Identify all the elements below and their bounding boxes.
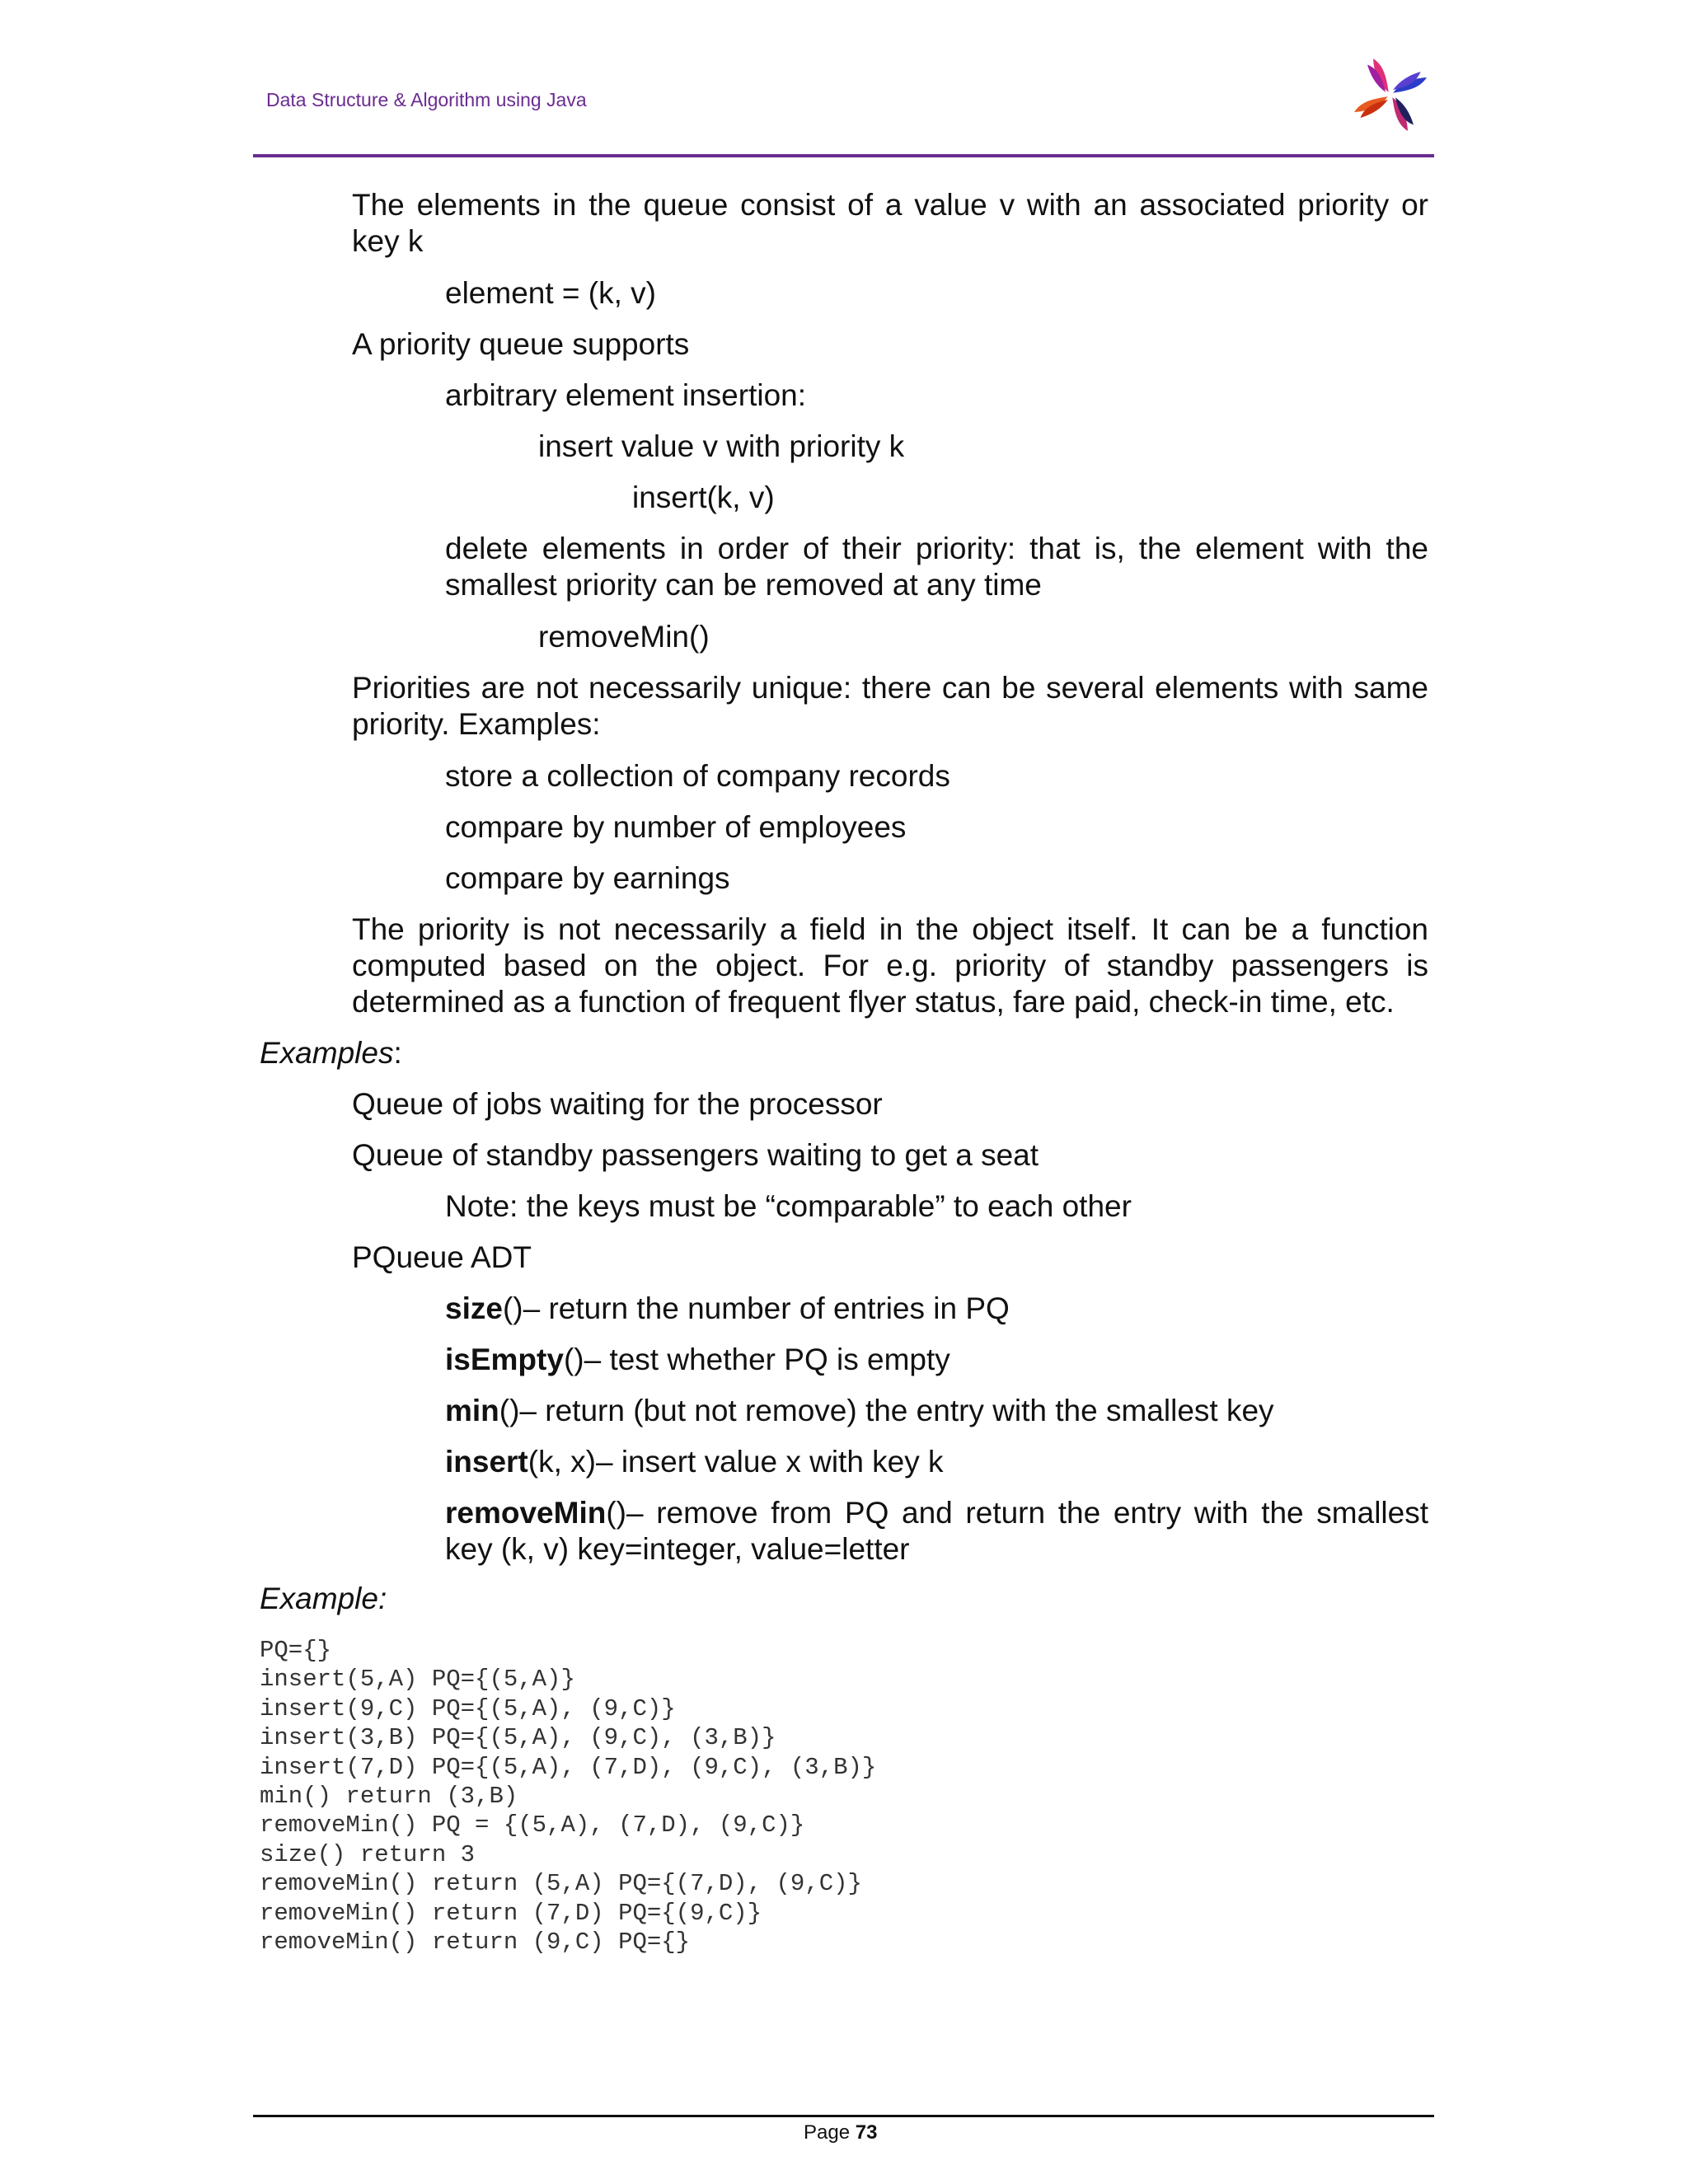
pinwheel-logo-icon — [1345, 54, 1436, 136]
example-compare-earnings: compare by earnings — [445, 861, 730, 895]
example-heading: Example: — [260, 1582, 387, 1615]
paragraph-elements-definition: The elements in the queue consist of a value v with an associated priority or key k — [352, 188, 1428, 258]
item-insert-value: insert value v with priority k — [538, 429, 905, 463]
adt-method-removemin: removeMin()– remove from PQ and return the entry with the smallest key (k, v) key=integer, value=letter — [445, 1496, 1428, 1566]
element-formula: element = (k, v) — [445, 276, 657, 310]
adt-method-size: size()– return the number of entries in PQ — [445, 1291, 1010, 1325]
adt-method-min: min()– return (but not remove) the entry with the smallest key — [445, 1394, 1274, 1427]
examples-heading: Examples: — [260, 1036, 402, 1070]
example-company-records: store a collection of company records — [445, 759, 950, 793]
item-delete-elements: delete elements in order of their priority: that is, the element with the smallest priority can be removed at any time — [445, 532, 1428, 602]
note-comparable-keys: Note: the keys must be “comparable” to each other — [445, 1189, 1132, 1223]
code-example-block: PQ={} insert(5,A) PQ={(5,A)} insert(9,C) PQ={(5,A), (9,C)} insert(3,B) PQ={(5,A), (9,C), (3,B)} insert(7,D) PQ={(5,A), (7,D), (9,C), (3,B)} min() return (3,B) removeMin() PQ = {(5,A), (7,D), (9,C)} size() return 3 removeMin() return (5,A) PQ={(7,D), (9,C)} removeMin() return (7,D) PQ={(9,C)} removeMin() return (9,C) PQ={} — [260, 1637, 877, 1957]
example-job-queue: Queue of jobs waiting for the processor — [352, 1087, 883, 1121]
adt-method-insert: insert(k, x)– insert value x with key k — [445, 1445, 944, 1479]
pqueue-adt-heading: PQueue ADT — [352, 1240, 532, 1274]
example-standby-queue: Queue of standby passengers waiting to get a seat — [352, 1138, 1039, 1172]
item-removemin-call: removeMin() — [538, 620, 710, 654]
paragraph-pq-supports: A priority queue supports — [352, 327, 690, 361]
page-number: Page 73 — [804, 2121, 878, 2144]
header-divider — [253, 154, 1434, 157]
paragraph-priority-function: The priority is not necessarily a field in the object itself. It can be a function computed based on the object. For e.g. priority of standby passengers is determined as a function of frequent flyer status, fare paid, check-in time, etc. — [352, 912, 1428, 1019]
example-compare-employees: compare by number of employees — [445, 810, 907, 844]
item-arbitrary-insertion: arbitrary element insertion: — [445, 378, 807, 412]
adt-method-isempty: isEmpty()– test whether PQ is empty — [445, 1343, 950, 1376]
footer-divider — [253, 2115, 1434, 2117]
item-insert-call: insert(k, v) — [632, 480, 775, 514]
document-header-title: Data Structure & Algorithm using Java — [266, 89, 587, 110]
paragraph-priorities-not-unique: Priorities are not necessarily unique: there can be several elements with same priority. Examples: — [352, 671, 1428, 741]
